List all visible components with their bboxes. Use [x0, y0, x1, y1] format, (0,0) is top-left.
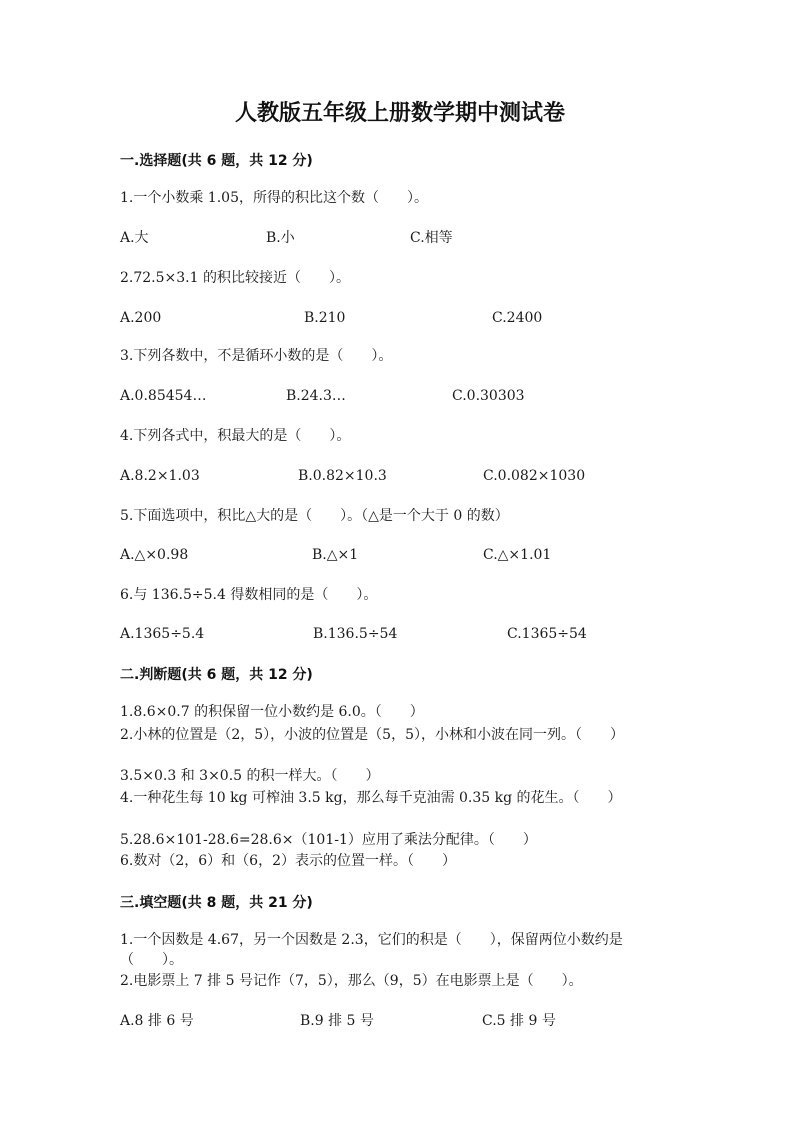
option-b: B.0.82×10.3	[298, 468, 387, 484]
section-heading-fill-blank: 三.填空题(共 8 题，共 21 分)	[120, 895, 313, 911]
question-text: 4.一种花生每 10 kg 可榨油 3.5 kg，那么每千克油需 0.35 kg 的花生。（ ）	[120, 790, 622, 806]
question-text: 3.下列各数中，不是循环小数的是（ ）。	[120, 348, 393, 364]
question-text: 6.与 136.5÷5.4 得数相同的是（ ）。	[120, 587, 378, 603]
section-heading-judgement: 二.判断题(共 6 题，共 12 分)	[120, 667, 313, 683]
question-text: 1.一个小数乘 1.05，所得的积比这个数（ ）。	[120, 190, 428, 206]
option-b: B.136.5÷54	[313, 626, 398, 642]
option-a: A.大	[120, 230, 149, 246]
question-text: 5.下面选项中，积比△大的是（ ）。（△是一个大于 0 的数）	[120, 508, 509, 524]
option-a: A.0.85454…	[120, 388, 207, 404]
question-text: 5.28.6×101-28.6=28.6×（101-1）应用了乘法分配律。（ ）	[120, 832, 537, 848]
option-a: A.8 排 6 号	[120, 1013, 194, 1029]
question-text: 1.8.6×0.7 的积保留一位小数约是 6.0。（ ）	[120, 704, 424, 720]
option-c: C.5 排 9 号	[482, 1013, 556, 1029]
options-row	[120, 545, 680, 565]
option-b: B.小	[266, 230, 295, 246]
section-heading-choice: 一.选择题(共 6 题，共 12 分)	[120, 153, 313, 169]
question-text: 2.电影票上 7 排 5 号记作（7，5），那么（9，5）在电影票上是（ ）。	[120, 973, 583, 989]
option-c: C.1365÷54	[507, 626, 587, 642]
question-text: 1.一个因数是 4.67，另一个因数是 2.3，它们的积是（ ），保留两位小数约是（ ）。	[120, 932, 623, 968]
options-row	[120, 624, 680, 644]
question-text: 6.数对（2，6）和（6，2）表示的位置一样。（ ）	[120, 853, 456, 869]
question-text: 3.5×0.3 和 3×0.5 的积一样大。（ ）	[120, 768, 380, 784]
option-b: B.△×1	[312, 547, 359, 563]
option-b: B.9 排 5 号	[300, 1013, 374, 1029]
option-b: B.24.3…	[286, 388, 346, 404]
option-c: C.2400	[492, 310, 543, 326]
question-text: 4.下列各式中，积最大的是（ ）。	[120, 428, 351, 444]
option-a: A.200	[120, 310, 162, 326]
option-a: A.△×0.98	[120, 547, 189, 563]
question-text: 2.小林的位置是（2，5），小波的位置是（5，5），小林和小波在同一列。（ ）	[120, 727, 624, 743]
option-c: C.相等	[410, 230, 453, 246]
page-title: 人教版五年级上册数学期中测试卷	[234, 101, 565, 126]
option-c: C.0.082×1030	[483, 468, 586, 484]
option-a: A.8.2×1.03	[120, 468, 200, 484]
question-text: 2.72.5×3.1 的积比较接近（ ）。	[120, 270, 350, 286]
option-c: C.△×1.01	[483, 547, 552, 563]
options-row	[120, 308, 680, 328]
option-a: A.1365÷5.4	[120, 626, 205, 642]
options-row	[120, 1011, 680, 1031]
option-b: B.210	[304, 310, 346, 326]
options-row	[120, 466, 680, 486]
option-c: C.0.30303	[452, 388, 525, 404]
options-row	[120, 386, 680, 406]
options-row	[120, 228, 680, 248]
